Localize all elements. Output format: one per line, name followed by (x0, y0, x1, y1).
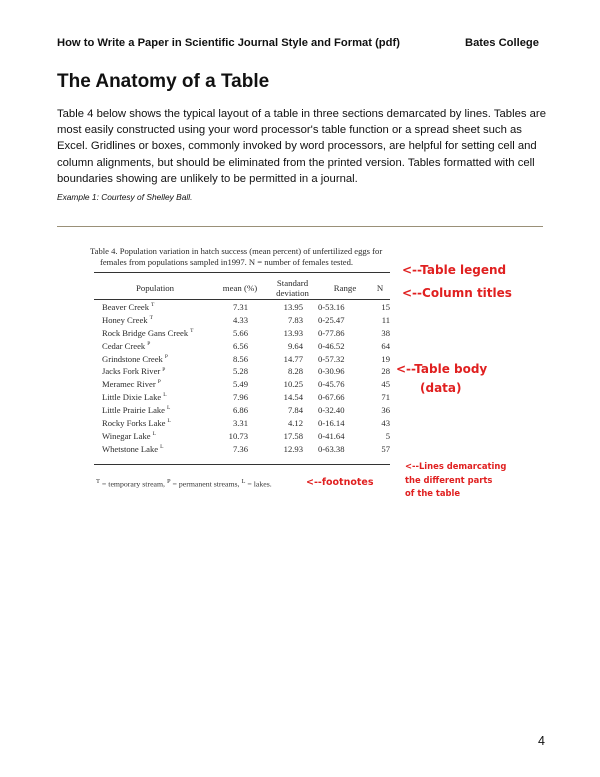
mean-cell: 10.73 (228, 430, 248, 441)
sd-cell: 17.58 (283, 430, 303, 441)
n-cell: 38 (381, 327, 390, 338)
n-cell: 15 (381, 302, 390, 312)
header-institution: Bates College (465, 37, 539, 49)
population-cell: Beaver Creek $^T$ (102, 302, 155, 312)
range-cell: 0-41.64 (318, 430, 345, 441)
population-cell: Little Prairie Lake $^L$ (102, 405, 171, 416)
sd-cell: 4.12 (287, 418, 303, 429)
running-header (57, 37, 539, 51)
page-number: 4 (538, 734, 545, 748)
sd-cell: 8.28 (287, 366, 303, 377)
range-cell: 0-16.14 (318, 418, 345, 429)
range-cell: 0-45.76 (318, 379, 345, 390)
table-row (90, 392, 390, 405)
annotation-table-body: <--Table body (396, 362, 488, 376)
population-superscript: P (162, 366, 166, 373)
header-rule (94, 299, 390, 300)
sd-cell: 7.84 (287, 405, 303, 416)
col-title-sd (265, 279, 320, 298)
sd-cell: 14.54 (283, 392, 303, 403)
footnote-mark-l: L (241, 478, 246, 485)
mean-cell: 6.86 (232, 405, 248, 416)
mean-cell: 3.31 (232, 418, 248, 429)
mean-cell: 5.66 (232, 327, 248, 338)
sd-cell: 13.93 (283, 327, 303, 338)
top-rule (94, 272, 390, 273)
example-credit: Example 1: Courtesy of Shelley Ball. (57, 192, 193, 202)
section-divider (57, 226, 543, 227)
range-cell: 0-32.40 (318, 405, 345, 416)
footnote-text-l: = lakes. (245, 479, 272, 489)
sd-cell: 13.95 (283, 302, 303, 312)
population-cell: Meramec River $^P$ (102, 379, 161, 390)
mean-cell: 5.28 (232, 366, 248, 377)
annotation-table-legend: <--Table legend (402, 263, 507, 277)
mean-cell: 7.31 (232, 302, 248, 312)
population-superscript: T (190, 327, 194, 334)
population-cell: Rocky Forks Lake $^L$ (102, 418, 171, 429)
col-title-population: Population (135, 283, 175, 293)
population-cell: Winegar Lake $^L$ (102, 430, 156, 441)
population-superscript: P (157, 379, 161, 386)
n-cell: 64 (381, 340, 390, 351)
col-title-mean: mean (%) (222, 283, 258, 293)
sd-cell: 14.77 (283, 353, 303, 364)
population-cell: Cedar Creek $^P$ (102, 340, 151, 351)
mean-cell: 7.36 (232, 443, 248, 454)
n-cell: 71 (381, 392, 390, 403)
table-row (90, 418, 390, 431)
annotation-lines (405, 460, 506, 501)
annotation-lines-1: <--Lines demarcating (405, 461, 507, 471)
n-cell: 19 (381, 353, 390, 364)
col-title-sd-line2: deviation (276, 287, 309, 298)
mean-cell: 5.49 (232, 379, 248, 390)
col-title-n: N (376, 283, 384, 293)
table-row (90, 328, 390, 341)
population-superscript: L (167, 418, 171, 425)
range-cell: 0-67.66 (318, 392, 345, 403)
section-title: The Anatomy of a Table (57, 71, 270, 92)
annotation-lines-3: of the table (405, 488, 461, 498)
range-cell: 0-25.47 (318, 314, 345, 325)
footnote-mark-t: T (96, 478, 100, 485)
header-title: How to Write a Paper in Scientific Journal Style and Format (pdf) (57, 37, 400, 49)
population-superscript: T (149, 315, 153, 322)
population-cell: Honey Creek $^T$ (102, 314, 153, 325)
table-row (90, 302, 390, 315)
range-cell: 0-77.86 (318, 327, 345, 338)
table-figure (90, 246, 390, 496)
mean-cell: 8.56 (232, 353, 248, 364)
mean-cell: 6.56 (232, 340, 248, 351)
annotation-column-titles: <--Column titles (402, 286, 512, 300)
col-title-sd-line1: Standard (276, 278, 309, 288)
population-superscript: L (160, 443, 164, 450)
annotation-lines-2: the different parts (405, 474, 493, 485)
n-cell: 57 (381, 443, 390, 454)
annotation-data: (data) (420, 381, 462, 395)
n-cell: 28 (381, 366, 390, 377)
table-row (90, 405, 390, 418)
population-cell: Rock Bridge Gans Creek $^T$ (102, 327, 194, 338)
legend-line-2: females from populations sampled in1997. N = number of females tested. (100, 257, 354, 267)
population-superscript: L (167, 405, 171, 412)
population-cell: Grindstone Creek $^P$ (102, 353, 168, 364)
population-superscript: P (147, 340, 151, 347)
col-title-range: Range (333, 283, 357, 293)
table-row (90, 431, 390, 444)
sd-cell: 9.64 (287, 340, 303, 351)
population-superscript: L (152, 431, 156, 438)
table-row (90, 366, 390, 379)
population-superscript: P (164, 353, 168, 360)
n-cell: 5 (385, 430, 390, 441)
mean-cell: 7.96 (232, 392, 248, 403)
range-cell: 0-46.52 (318, 340, 345, 351)
n-cell: 45 (381, 379, 390, 390)
table-row (90, 315, 390, 328)
body-paragraph: Table 4 below shows the typical layout of a table in three sections demarcated by lines. Tables are most easily constructed using your word processor's table function or a spread sheet such as Excel. Gridlines or boxes, commonly invoked by word processors, are helpful for setting cell and column alignments, but should be eliminated from the printed version. Tables formatted with cell boundaries showing are unlikely to be permitted in a journal. (57, 108, 546, 185)
bottom-rule (94, 464, 390, 465)
footnote-text-t: = temporary stream, (99, 479, 167, 489)
population-superscript: T (151, 302, 155, 309)
table-row (90, 444, 390, 457)
table-footnote (96, 478, 272, 489)
annotation-footnotes: <--footnotes (306, 477, 374, 488)
population-cell: Jacks Fork River $^P$ (102, 366, 166, 377)
range-cell: 0-53.16 (318, 302, 345, 312)
range-cell: 0-30.96 (318, 366, 345, 377)
mean-cell: 4.33 (232, 314, 248, 325)
n-cell: 36 (381, 405, 390, 416)
table-body (90, 302, 390, 457)
sd-cell: 7.83 (287, 314, 303, 325)
footnote-text-p: = permanent streams, (170, 479, 242, 489)
population-cell: Whetstone Lake $^L$ (102, 443, 164, 454)
table-legend (90, 246, 402, 268)
table-row (90, 341, 390, 354)
range-cell: 0-63.38 (318, 443, 345, 454)
range-cell: 0-57.32 (318, 353, 345, 364)
sd-cell: 10.25 (283, 379, 303, 390)
n-cell: 43 (381, 418, 390, 429)
sd-cell: 12.93 (283, 443, 303, 454)
n-cell: 11 (381, 314, 390, 325)
footnote-mark-p: P (166, 478, 171, 485)
table-row (90, 379, 390, 392)
table-row (90, 354, 390, 367)
legend-line-1: Table 4. Population variation in hatch success (mean percent) of unfertilized eggs for (90, 246, 383, 256)
population-cell: Little Dixie Lake $^L$ (102, 392, 167, 403)
population-superscript: L (163, 392, 167, 399)
